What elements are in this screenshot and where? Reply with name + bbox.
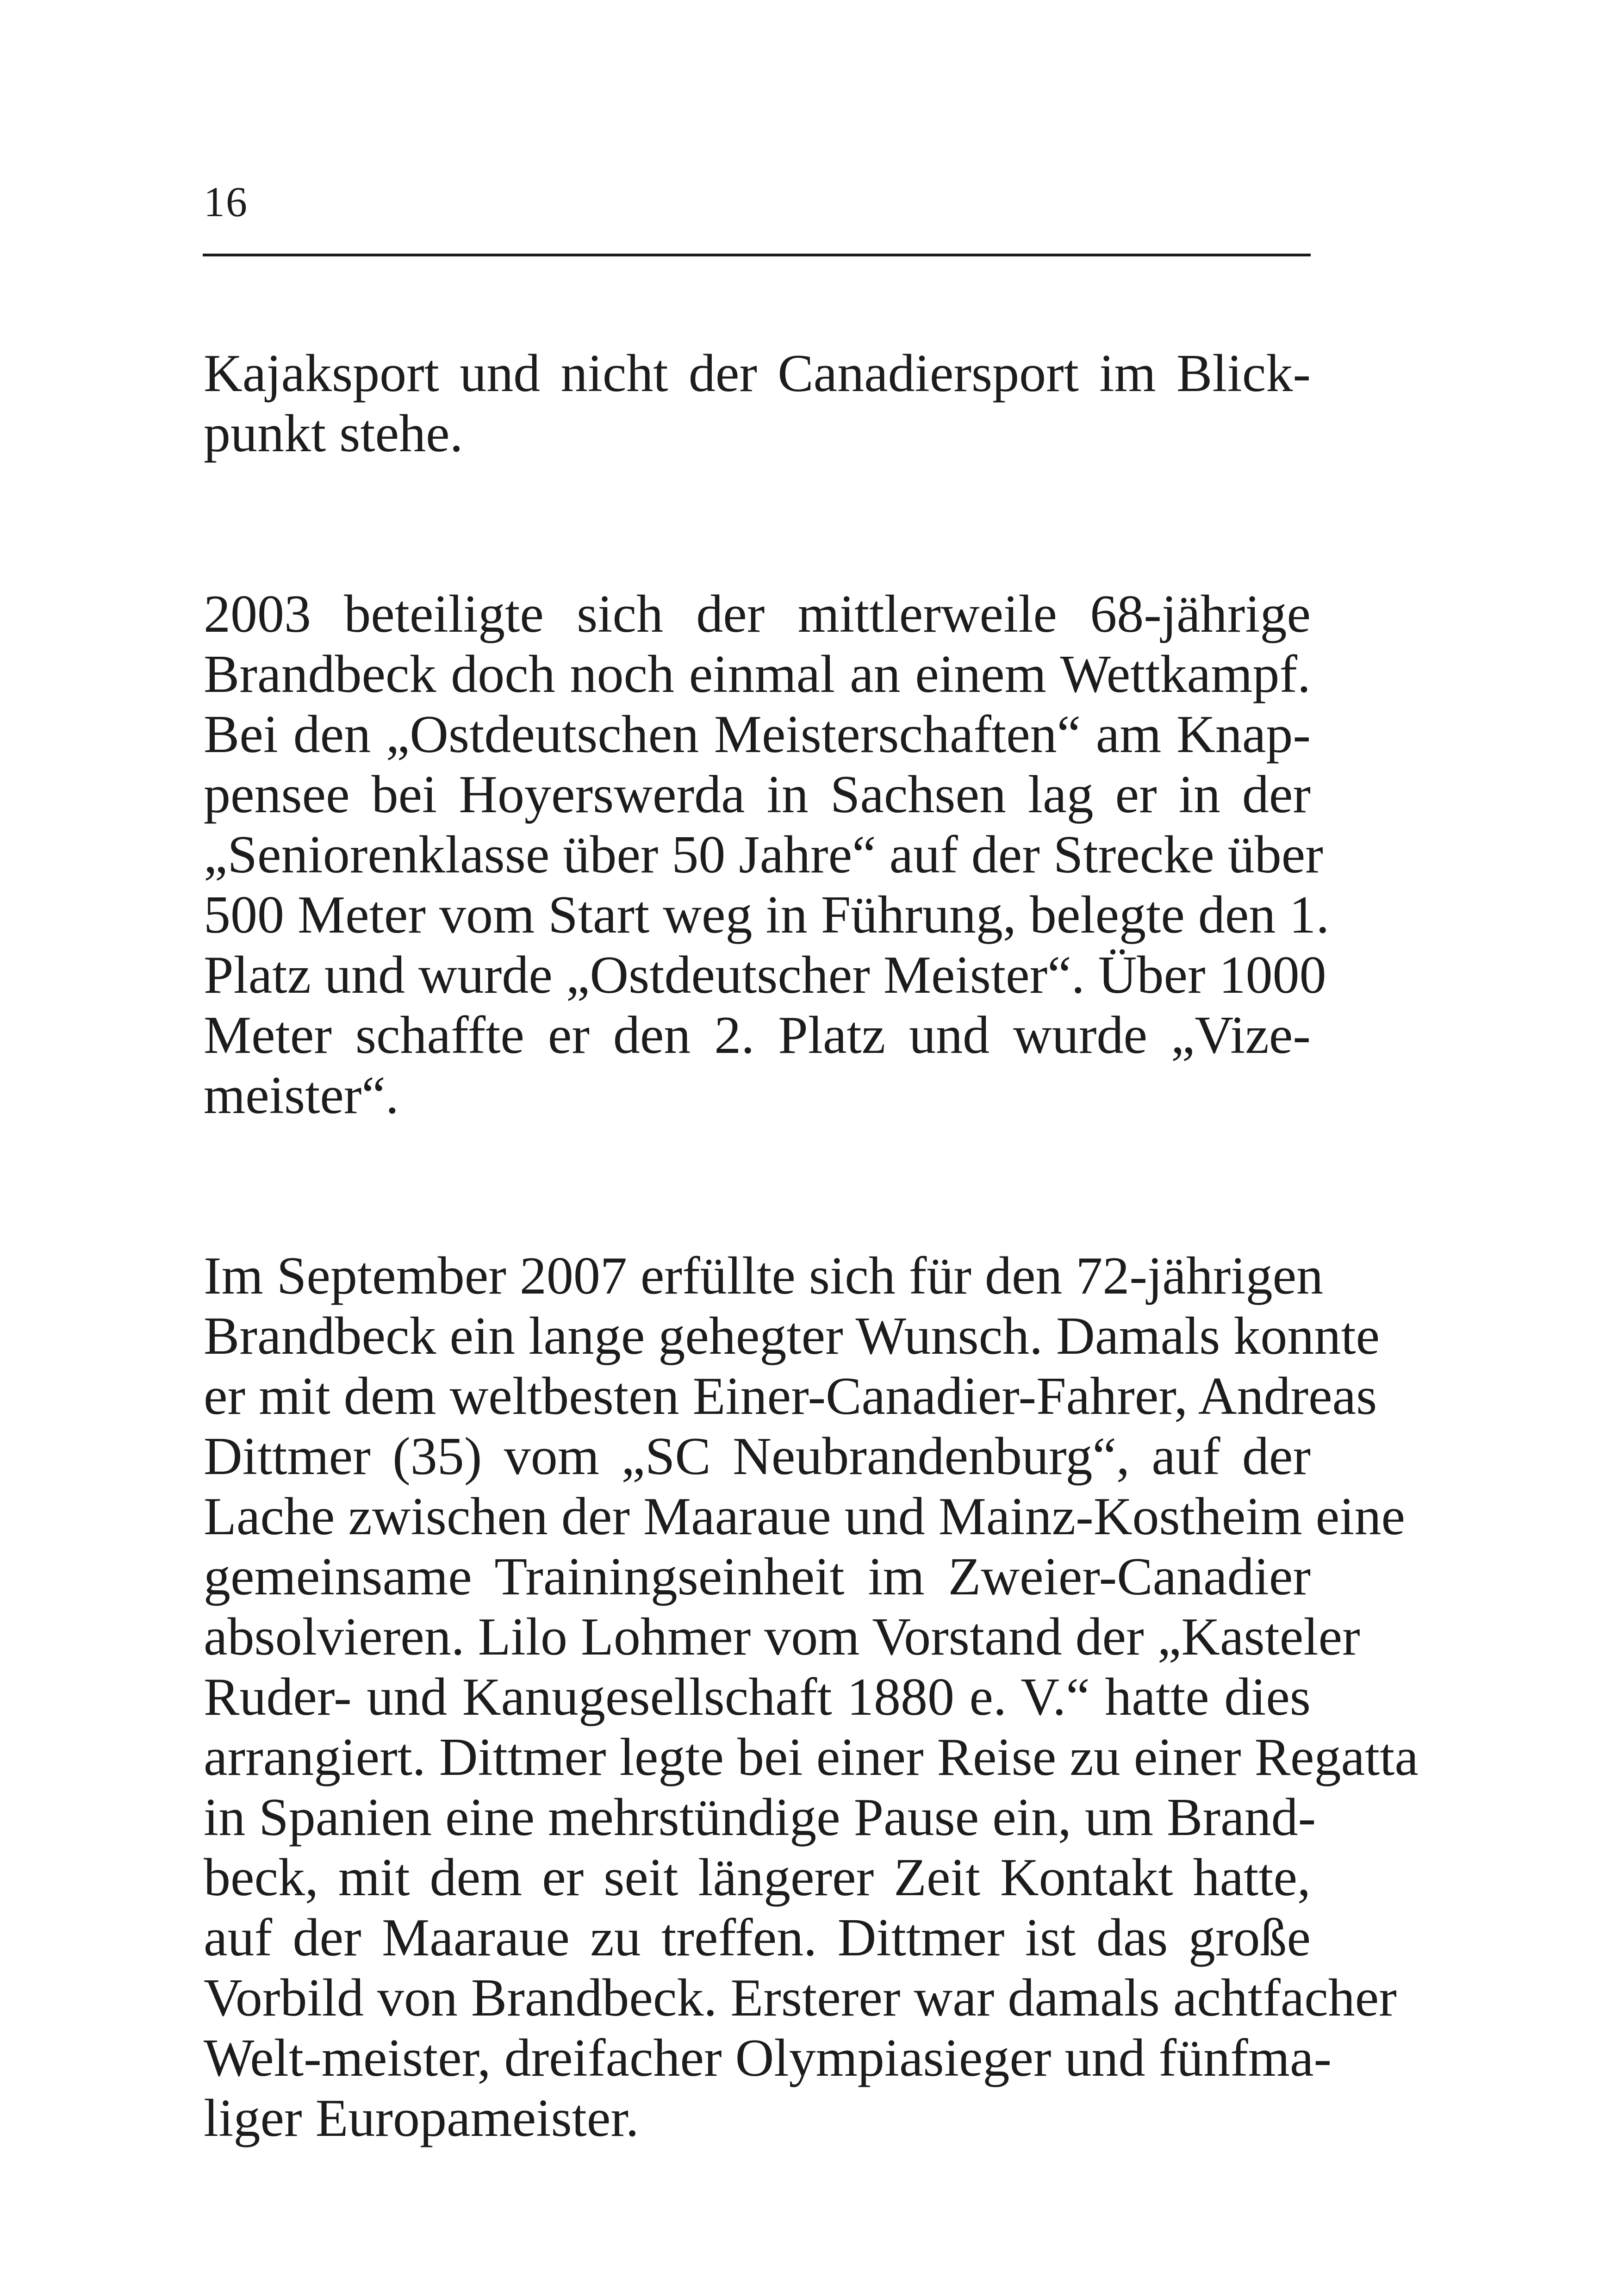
paragraph-1: [204, 343, 1311, 464]
text-line: auf der Maaraue zu treffen. Dittmer ist das große: [204, 1908, 1311, 1967]
text-line: 500 Meter vom Start weg in Führung, belegte den 1.: [204, 885, 1330, 945]
text-line: Kajaksport und nicht der Canadiersport im Blick-: [204, 344, 1311, 403]
text-line: Ruder- und Kanugesellschaft 1880 e. V.“ hatte dies: [204, 1668, 1311, 1727]
page-number: 16: [204, 178, 248, 225]
paragraph-spacing: [204, 1126, 1311, 1246]
text-line: 2003 beteiligte sich der mittlerweile 68-jährige: [204, 585, 1311, 644]
text-line: Brandbeck ein lange gehegter Wunsch. Damals konnte: [204, 1307, 1380, 1366]
text-line: pensee bei Hoyerswerda in Sachsen lag er in der: [204, 765, 1311, 824]
text-line: gemeinsame Trainingseinheit im Zweier-Canadier: [204, 1547, 1311, 1606]
paragraph-spacing: [204, 464, 1311, 584]
text-line: Lache zwischen der Maaraue und Mainz-Kostheim eine: [204, 1487, 1406, 1546]
text-line: liger Europameister.: [204, 2089, 639, 2148]
text-line: Platz und wurde „Ostdeutscher Meister“. Über 1000: [204, 946, 1326, 1005]
text-line: in Spanien eine mehrstündige Pause ein, um Brand-: [204, 1788, 1316, 1847]
text-line: Brandbeck doch noch einmal an einem Wettkampf.: [204, 645, 1311, 704]
paragraph-2: [204, 584, 1330, 1126]
text-line: Vorbild von Brandbeck. Ersterer war damals achtfacher: [204, 1968, 1397, 2028]
text-line: er mit dem weltbesten Einer-Canadier-Fahrer, Andreas: [204, 1367, 1377, 1426]
text-line: punkt stehe.: [204, 404, 463, 463]
text-line: meister“.: [204, 1066, 399, 1125]
text-line: Welt-meister, dreifacher Olympiasieger und fünfma-: [204, 2028, 1332, 2088]
paragraph-3: [204, 1246, 1419, 2148]
text-line: absolvieren. Lilo Lohmer vom Vorstand der „Kasteler: [204, 1607, 1360, 1667]
text-line: „Seniorenklasse über 50 Jahre“ auf der Strecke über: [204, 825, 1323, 884]
text-line: beck, mit dem er seit längerer Zeit Kontakt hatte,: [204, 1848, 1311, 1907]
body-text: [204, 343, 1419, 2148]
text-line: Im September 2007 erfüllte sich für den 72-jährigen: [204, 1246, 1324, 1306]
header-rule: [203, 254, 1311, 256]
text-line: Bei den „Ostdeutschen Meisterschaften“ am Knap-: [204, 705, 1311, 764]
text-line: arrangiert. Dittmer legte bei einer Reise zu einer Regatta: [204, 1728, 1419, 1787]
text-line: Dittmer (35) vom „SC Neubrandenburg“, auf der: [204, 1427, 1311, 1486]
text-line: Meter schaffte er den 2. Platz und wurde „Vize-: [204, 1006, 1311, 1065]
